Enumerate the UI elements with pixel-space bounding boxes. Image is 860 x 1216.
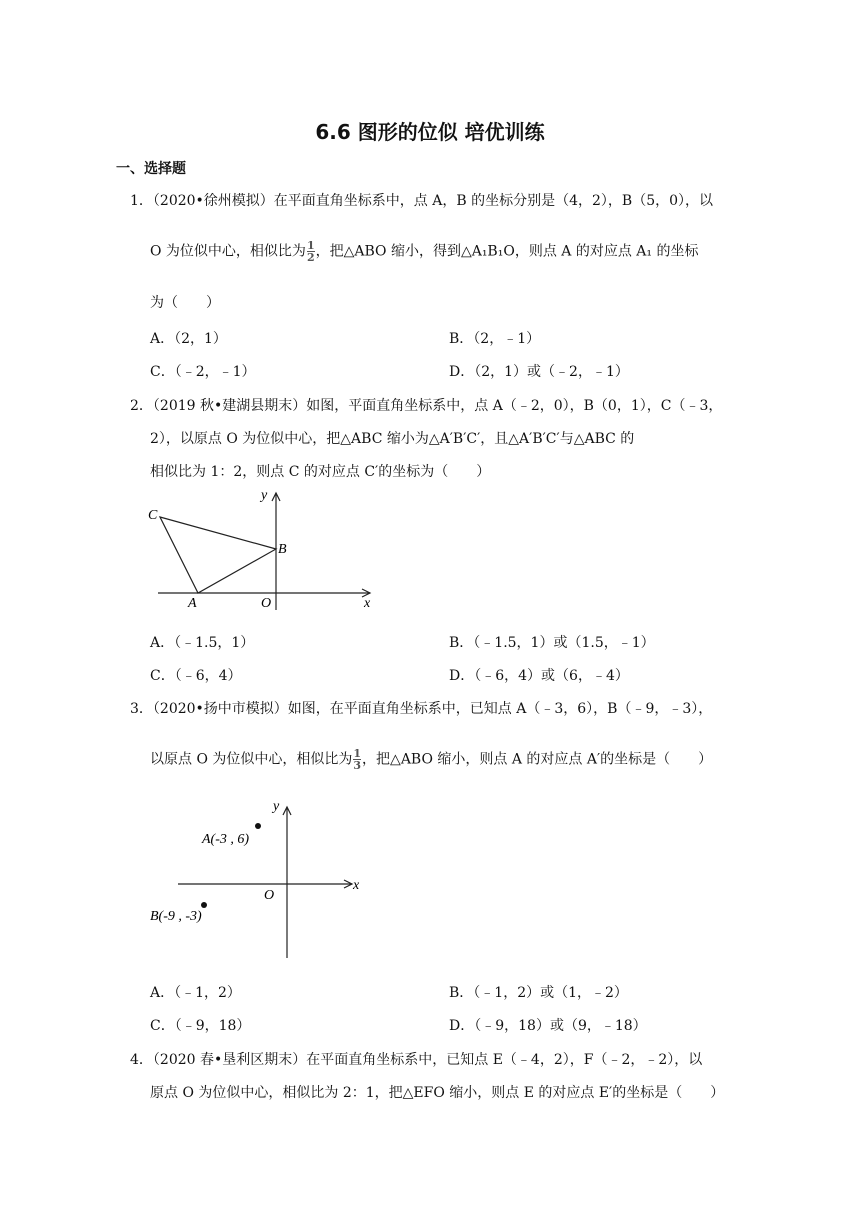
q2-line-3: 相似比为 1：2，则点 C 的对应点 C′的坐标为（ ） bbox=[150, 464, 491, 480]
q4-line-1: 4．（2020 春•垦利区期末）在平面直角坐标系中，已知点 E（﹣4，2），F（﹣2，﹣2），以 bbox=[130, 1052, 703, 1068]
q2-label-c: C bbox=[148, 508, 158, 523]
q2-triangle-abc bbox=[160, 517, 276, 593]
q2-option-a: A．（﹣1.5，1） bbox=[150, 635, 255, 651]
q1-line-3: 为（ ） bbox=[150, 295, 220, 311]
q3-fraction: $\frac{1}{3}$ bbox=[353, 747, 362, 772]
q2-option-b: B．（﹣1.5，1）或（1.5，﹣1） bbox=[449, 635, 655, 651]
q3-label-y: y bbox=[273, 799, 280, 814]
q2-label-o: O bbox=[261, 596, 272, 611]
q3-line-1: 3．（2020•扬中市模拟）如图，在平面直角坐标系中，已知点 A（﹣3，6），B（﹣9，﹣3）， bbox=[130, 701, 713, 717]
q3-label-b: B(-9 , -3) bbox=[150, 909, 202, 924]
q3-label-o: O bbox=[264, 888, 275, 903]
q1-line-1: 1．（2020•徐州模拟）在平面直角坐标系中，点 A，B 的坐标分别是（4，2），B（5，0），以 bbox=[130, 193, 714, 209]
q1-option-b: B．（2，﹣1） bbox=[449, 331, 541, 347]
q2-figure bbox=[140, 485, 390, 615]
q3-figure bbox=[140, 795, 380, 965]
q1-option-a: A．（2，1） bbox=[150, 331, 227, 347]
q3-option-b: B．（﹣1，2）或（1，﹣2） bbox=[449, 985, 628, 1001]
q3-label-a: A(-3 , 6) bbox=[202, 832, 250, 847]
q2-label-x: x bbox=[364, 596, 371, 611]
q3-option-d: D．（﹣9，18）或（9，﹣18） bbox=[449, 1018, 647, 1034]
q2-line-2: 2），以原点 O 为位似中心，把△ABC 缩小为△A′B′C′，且△A′B′C′与△ABC 的 bbox=[150, 431, 635, 447]
q3-label-x: x bbox=[353, 878, 360, 893]
q3-option-c: C．（﹣9，18） bbox=[150, 1018, 251, 1034]
q3-point-b bbox=[201, 902, 207, 908]
q3-point-a bbox=[255, 823, 261, 829]
q1-fraction: $\frac{1}{2}$ bbox=[306, 239, 315, 264]
q4-line-2: 原点 O 为位似中心，相似比为 2：1，把△EFO 缩小，则点 E 的对应点 E′的坐标是（ ） bbox=[150, 1085, 725, 1101]
q2-label-y: y bbox=[261, 488, 268, 503]
q2-option-d: D．（﹣6，4）或（6，﹣4） bbox=[449, 668, 629, 684]
q1-line-2: O 为位似中心，相似比为 $\frac{1}{2}$ ，把△ABO 缩小，得到△A₁B₁O，则点 A 的对应点 A₁ 的坐标 bbox=[150, 239, 699, 264]
q3-option-a: A．（﹣1，2） bbox=[150, 985, 241, 1001]
q2-label-a: A bbox=[188, 596, 197, 611]
section-heading: 一、选择题 bbox=[116, 161, 186, 177]
q2-label-b: B bbox=[278, 542, 287, 557]
q2-line-1: 2．（2019 秋•建湖县期末）如图，平面直角坐标系中，点 A（﹣2，0），B（0，1），C（﹣3， bbox=[130, 398, 723, 414]
q1-option-d: D．（2，1）或（﹣2，﹣1） bbox=[449, 364, 629, 380]
page-title: 6.6 图形的位似 培优训练 bbox=[315, 120, 545, 144]
q3-line-2: 以原点 O 为位似中心，相似比为 $\frac{1}{3}$ ，把△ABO 缩小，则点 A 的对应点 A′的坐标是（ ） bbox=[150, 747, 713, 772]
q1-option-c: C．（﹣2，﹣1） bbox=[150, 364, 256, 380]
q2-option-c: C．（﹣6，4） bbox=[150, 668, 242, 684]
